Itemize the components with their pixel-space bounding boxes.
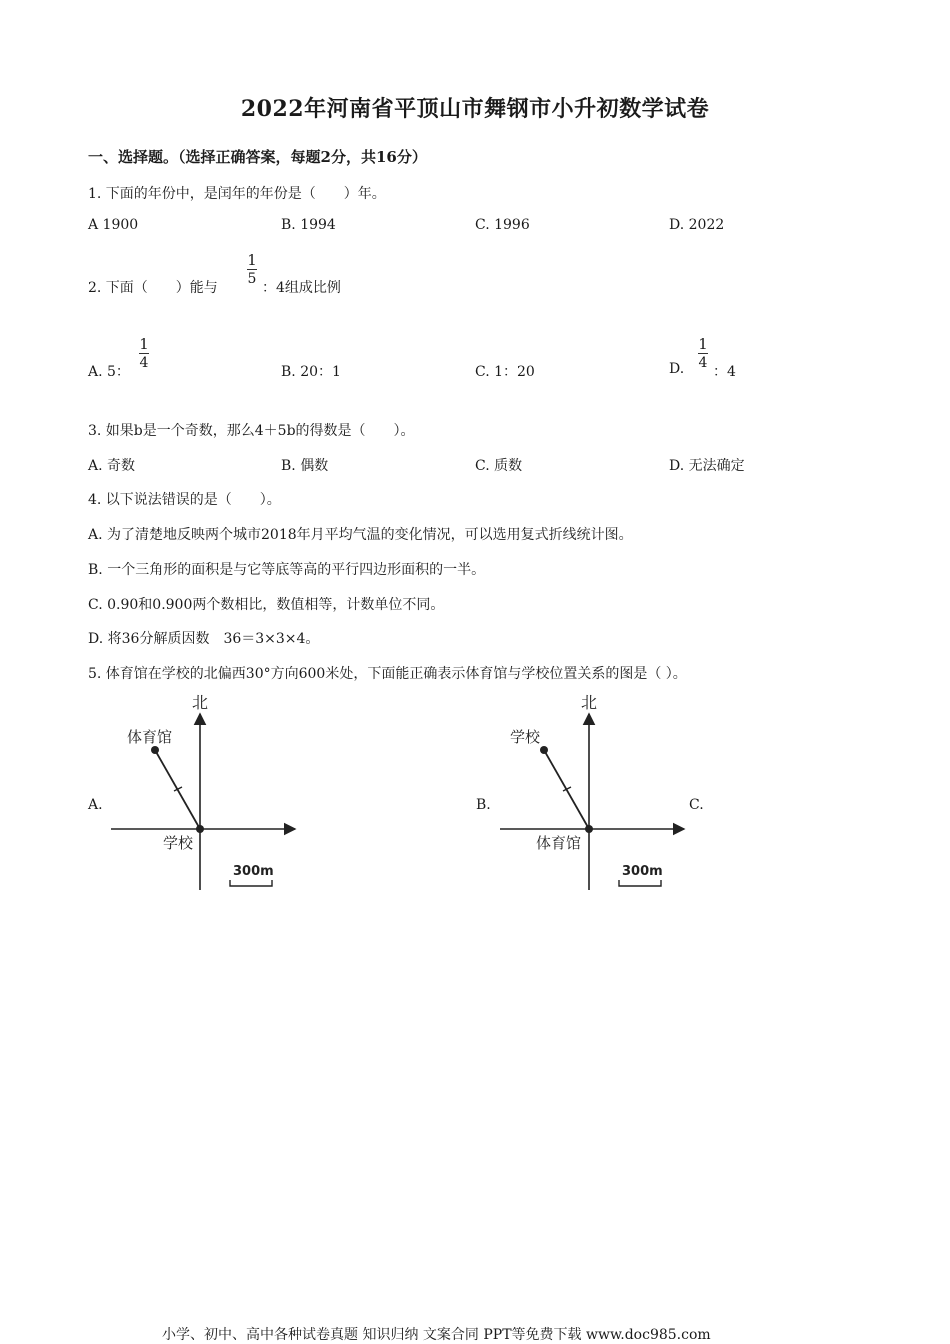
question-5-text: 5. 体育馆在学校的北偏西30°方向600米处，下面能正确表示体育馆与学校位置关系的图是（ ）。 [88, 666, 687, 682]
q2-fraction-denominator: 5 [247, 271, 257, 287]
q5-option-c: C. [689, 797, 704, 813]
q5-option-b: B. [476, 797, 491, 813]
origin-point [585, 825, 593, 833]
q2-option-d-prefix: D. [669, 361, 685, 377]
q2-option-a-denominator: 4 [139, 355, 149, 371]
top-point-label: 体育馆 [127, 728, 173, 746]
page-title: 2022年河南省平顶山市舞钢市小升初数学试卷 [240, 96, 710, 122]
q3-option-c: C. 质数 [475, 458, 523, 474]
section-heading: 一、选择题。（选择正确答案，每题2分，共16分） [88, 148, 427, 166]
q5-diagram-b [494, 690, 694, 900]
origin-point [196, 825, 204, 833]
question-4-text: 4. 以下说法错误的是（ ）。 [88, 492, 281, 508]
q4-option-d: D. 将36分解质因数 36＝3×3×4。 [88, 631, 320, 647]
scale-bar [230, 880, 272, 886]
scale-label: 300m [233, 864, 274, 879]
page-footer: 小学、初中、高中各种试卷真题 知识归纳 文案合同 PPT等免费下载 www.doc985.com [162, 1327, 711, 1343]
target-point [151, 746, 159, 754]
q3-option-b: B. 偶数 [281, 458, 329, 474]
q2-option-b: B. 20：1 [281, 364, 341, 380]
north-label: 北 [192, 693, 209, 712]
q2-option-c: C. 1：20 [475, 364, 535, 380]
q3-option-d: D. 无法确定 [669, 458, 745, 474]
q5-diagram-a [105, 690, 305, 900]
q1-option-d: D. 2022 [669, 217, 725, 233]
q2-option-d-suffix: ：4 [713, 364, 736, 380]
q2-option-d-denominator: 4 [698, 355, 708, 371]
origin-label: 体育馆 [536, 834, 582, 852]
q2-fraction [247, 252, 257, 287]
q1-option-a: A 1900 [88, 217, 139, 233]
q1-option-b: B. 1994 [281, 217, 336, 233]
scale-bar [619, 880, 661, 886]
origin-label: 学校 [163, 834, 194, 852]
q5-option-a: A. [88, 797, 103, 813]
q2-fraction-numerator: 1 [247, 251, 257, 269]
q2-option-d-fraction [698, 336, 708, 371]
q2-option-a-fraction [139, 336, 149, 371]
question-1-text: 1. 下面的年份中，是闰年的年份是（ ）年。 [88, 186, 386, 202]
target-point [540, 746, 548, 754]
question-2-prefix: 2. 下面（ ）能与 [88, 280, 218, 296]
q3-option-a: A. 奇数 [88, 458, 136, 474]
top-point-label: 学校 [510, 728, 541, 746]
q2-option-d-numerator: 1 [698, 335, 708, 353]
q2-option-a-prefix: A. 5： [88, 364, 130, 380]
question-2-suffix: ：4组成比例 [262, 280, 341, 296]
question-3-text: 3. 如果b是一个奇数，那么4＋5b的得数是（ ）。 [88, 423, 415, 439]
q4-option-a: A. 为了清楚地反映两个城市2018年月平均气温的变化情况，可以选用复式折线统计图。 [88, 527, 633, 543]
q2-option-a-numerator: 1 [139, 335, 149, 353]
q4-option-b: B. 一个三角形的面积是与它等底等高的平行四边形面积的一半。 [88, 562, 486, 578]
q4-option-c: C. 0.90和0.900两个数相比，数值相等，计数单位不同。 [88, 597, 445, 613]
q1-option-c: C. 1996 [475, 217, 530, 233]
north-label: 北 [581, 693, 598, 712]
scale-label: 300m [622, 864, 663, 879]
